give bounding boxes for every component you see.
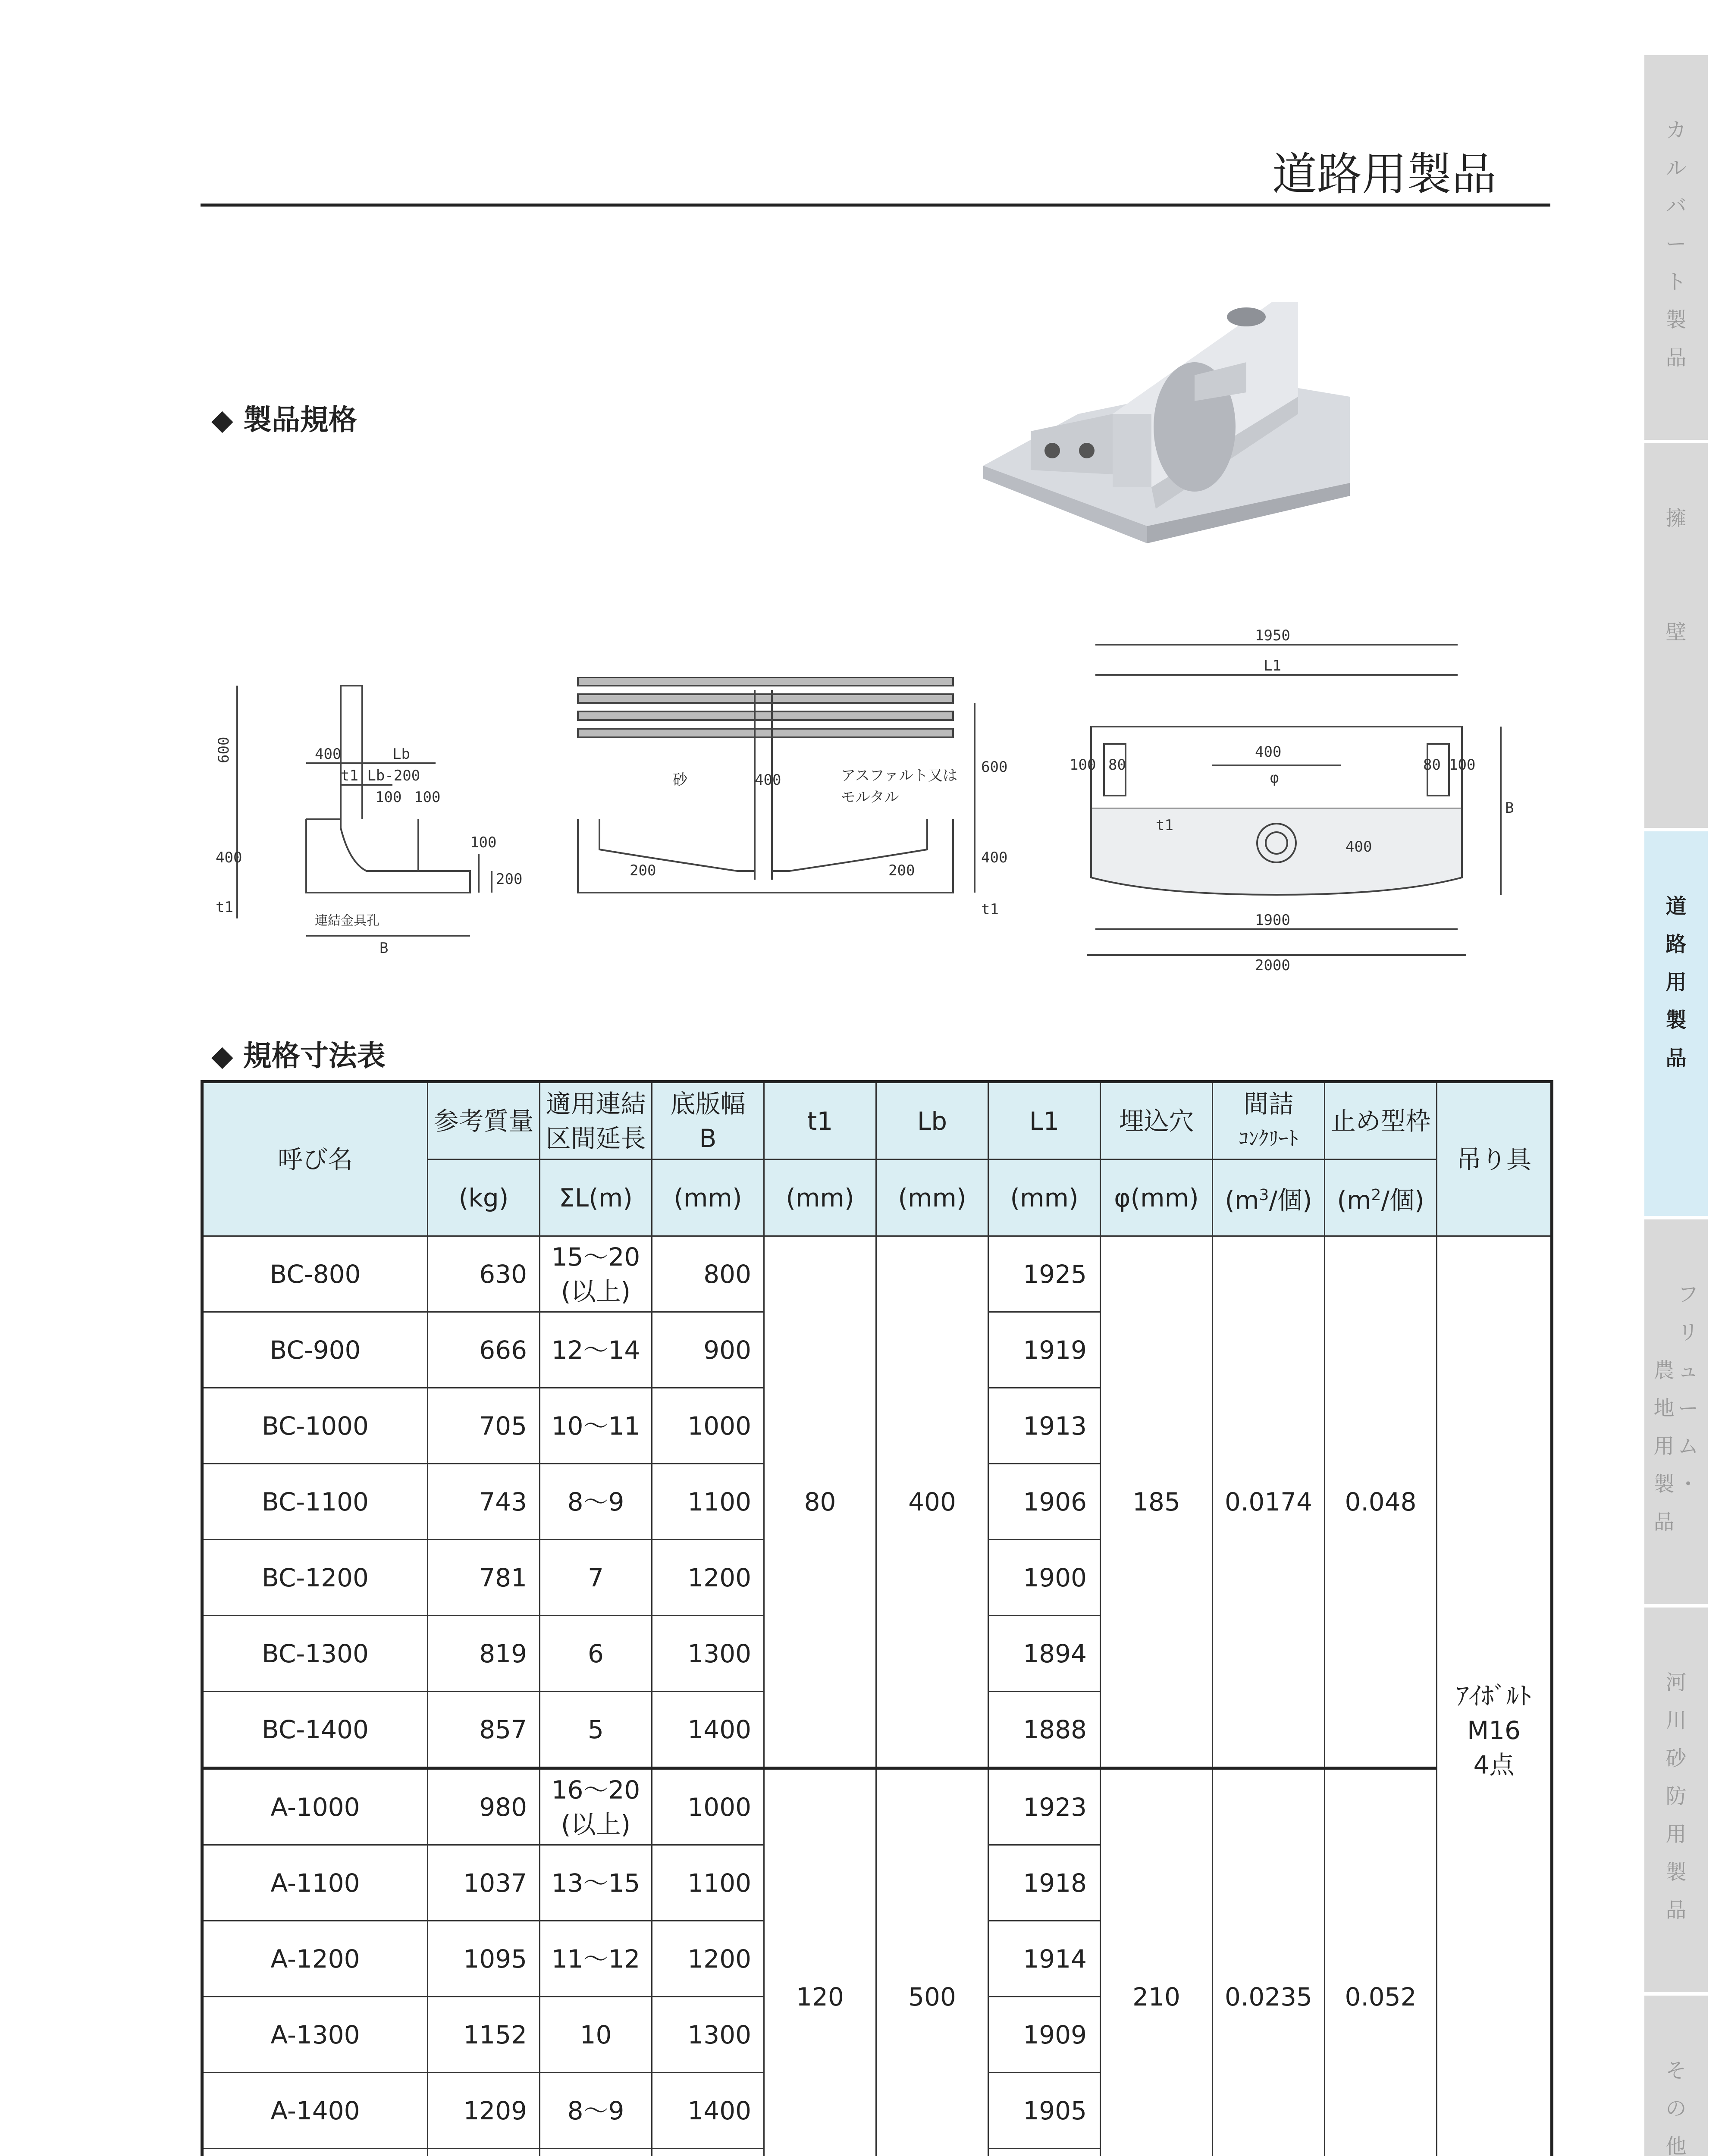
cell-b <box>652 2149 764 2156</box>
svg-text:200: 200 <box>630 862 656 879</box>
cell-b: 1100 <box>652 1464 764 1540</box>
side-view-drawing <box>211 677 548 970</box>
side-tab-3[interactable] <box>1644 1219 1708 1608</box>
cell-form: 0.048 <box>1325 1236 1437 1768</box>
cell-span <box>540 2149 652 2156</box>
side-tab-char: 他 <box>1665 2134 1687 2156</box>
cell-b: 1000 <box>652 1388 764 1464</box>
cell-name: A-1200 <box>202 1921 428 1997</box>
side-tab-char: 製 <box>1665 1008 1687 1032</box>
cell-span: 11～12 <box>540 1921 652 1997</box>
cell-hole: 185 <box>1101 1236 1213 1768</box>
side-tab-4[interactable] <box>1644 1608 1708 1996</box>
cell-mass: 743 <box>428 1464 540 1540</box>
side-tab-char: 防 <box>1665 1784 1687 1808</box>
header-mass: 参考質量 <box>428 1082 540 1159</box>
product-photo <box>970 285 1358 561</box>
cell-mass: 980 <box>428 1768 540 1845</box>
side-tab-char <box>1673 575 1679 613</box>
svg-text:t1: t1 <box>981 901 999 918</box>
cell-b: 1300 <box>652 1616 764 1692</box>
side-tab-char: 道 <box>1665 894 1687 918</box>
cell-name: A-1400 <box>202 2073 428 2149</box>
table-heading: ◆ 規格寸法表 <box>211 1039 386 1072</box>
title-rule <box>201 204 1550 207</box>
cell-t1: 120 <box>764 1768 876 2156</box>
cell-name: BC-1400 <box>202 1692 428 1768</box>
svg-text:連結金具孔: 連結金具孔 <box>315 913 380 928</box>
side-tab-char: ム <box>1678 1434 1699 1458</box>
page-title: 道路用製品 <box>1272 148 1496 201</box>
side-tab-char: 擁 <box>1665 506 1687 530</box>
cell-name: BC-900 <box>202 1312 428 1388</box>
cell-l1: 1909 <box>988 1997 1101 2073</box>
spec-heading: ◆ 製品規格 <box>211 403 357 436</box>
side-tab-char: の <box>1665 2096 1687 2121</box>
cell-span: 6 <box>540 1616 652 1692</box>
side-tab-char: バ <box>1665 194 1687 218</box>
cell-hanger: ｱｲﾎﾞﾙﾄ M16 4点 <box>1437 1236 1552 2156</box>
cell-name: BC-1000 <box>202 1388 428 1464</box>
cell-mass: 666 <box>428 1312 540 1388</box>
table-row <box>202 1768 1552 1845</box>
svg-text:100: 100 <box>470 834 497 851</box>
unit-mass: (kg) <box>428 1159 540 1236</box>
svg-text:L1: L1 <box>1264 657 1281 674</box>
cell-l1: 1900 <box>988 1540 1101 1616</box>
cell-lb: 500 <box>876 1768 988 2156</box>
cell-l1: 1894 <box>988 1616 1101 1692</box>
svg-text:100: 100 <box>375 789 402 806</box>
svg-text:400: 400 <box>981 849 1008 866</box>
cell-l1: 1923 <box>988 1768 1101 1845</box>
side-index-tabs <box>1644 55 1708 2156</box>
side-tab-char: 用 <box>1665 1822 1687 1846</box>
header-lb: Lb <box>876 1082 988 1159</box>
cell-span: 8～9 <box>540 2073 652 2149</box>
side-tab-char: 用 <box>1653 1434 1675 1458</box>
cell-mass: 1152 <box>428 1997 540 2073</box>
cell-b: 1200 <box>652 1540 764 1616</box>
cell-name: BC-1200 <box>202 1540 428 1616</box>
header-b: 底版幅 B <box>652 1082 764 1159</box>
unit-b: (mm) <box>652 1159 764 1236</box>
side-tab-char: ー <box>1665 232 1687 256</box>
cell-l1: 1913 <box>988 1388 1101 1464</box>
svg-text:t1 Lb-200: t1 Lb-200 <box>341 767 420 784</box>
cell-span: 5 <box>540 1692 652 1768</box>
cell-l1: 1919 <box>988 1312 1101 1388</box>
side-tab-char: 川 <box>1665 1708 1687 1733</box>
svg-text:1900: 1900 <box>1255 912 1290 929</box>
side-tab-char: リ <box>1678 1320 1699 1344</box>
svg-text:t1: t1 <box>216 899 233 916</box>
side-tab-char: 砂 <box>1665 1746 1687 1771</box>
cell-span: 7 <box>540 1540 652 1616</box>
side-tab-char: 用 <box>1665 970 1687 994</box>
side-tab-char: フ <box>1678 1282 1699 1307</box>
cell-b: 900 <box>652 1312 764 1388</box>
cell-b: 1400 <box>652 2073 764 2149</box>
cell-b: 1200 <box>652 1921 764 1997</box>
cell-t1: 80 <box>764 1236 876 1768</box>
cell-span: 10～11 <box>540 1388 652 1464</box>
svg-text:200: 200 <box>496 871 523 888</box>
cell-b: 1400 <box>652 1692 764 1768</box>
side-tab-char: 製 <box>1653 1472 1675 1496</box>
svg-text:200: 200 <box>888 862 915 879</box>
side-tab-char: ト <box>1665 270 1687 294</box>
cell-mass: 705 <box>428 1388 540 1464</box>
side-tab-char: 品 <box>1665 1898 1687 1922</box>
cell-hole: 210 <box>1101 1768 1213 2156</box>
cell-mass: 1095 <box>428 1921 540 1997</box>
cell-mass: 1037 <box>428 1845 540 1921</box>
header-t1: t1 <box>764 1082 876 1159</box>
svg-text:100: 100 <box>1449 756 1476 774</box>
side-tab-char: 壁 <box>1665 620 1687 644</box>
side-tab-5[interactable] <box>1644 1996 1708 2156</box>
svg-text:600: 600 <box>215 736 232 763</box>
header-hanger: 吊り具 <box>1437 1082 1552 1236</box>
svg-text:Lb: Lb <box>392 746 410 763</box>
cell-span: 16～20 (以上) <box>540 1768 652 1845</box>
cell-b: 1300 <box>652 1997 764 2073</box>
cell-name: A-1300 <box>202 1997 428 2073</box>
svg-text:アスファルト又は: アスファルト又は <box>841 767 957 784</box>
side-tab-char: 品 <box>1665 1046 1687 1070</box>
svg-text:B: B <box>380 940 389 957</box>
svg-text:100: 100 <box>414 789 441 806</box>
cell-l1 <box>988 2149 1101 2156</box>
side-tab-0[interactable] <box>1644 55 1708 443</box>
side-tab-char: 河 <box>1665 1670 1687 1695</box>
header-hole: 埋込穴 <box>1101 1082 1213 1159</box>
header-span: 適用連結 区間延長 <box>540 1082 652 1159</box>
unit-form: ($m^2/$個) <box>1325 1159 1437 1236</box>
side-tab-char: 製 <box>1665 1860 1687 1884</box>
cell-mass: 781 <box>428 1540 540 1616</box>
header-name: 呼び名 <box>202 1082 428 1236</box>
svg-text:モルタル: モルタル <box>841 789 899 806</box>
svg-text:2000: 2000 <box>1255 957 1290 974</box>
svg-text:100: 100 <box>1070 756 1096 774</box>
svg-text:400: 400 <box>1255 743 1282 761</box>
cell-b: 800 <box>652 1236 764 1312</box>
side-tab-char: 地 <box>1653 1396 1675 1420</box>
cell-span: 12～14 <box>540 1312 652 1388</box>
cell-span: 15～20 (以上) <box>540 1236 652 1312</box>
cell-name <box>202 2149 428 2156</box>
cell-mass: 857 <box>428 1692 540 1768</box>
table-header-row <box>202 1082 1552 1159</box>
cell-l1: 1888 <box>988 1692 1101 1768</box>
side-tab-2[interactable] <box>1644 831 1708 1219</box>
side-tab-char: 品 <box>1665 346 1687 370</box>
unit-hole: φ(mm) <box>1101 1159 1213 1236</box>
svg-text:400: 400 <box>1346 838 1372 856</box>
cell-name: BC-1100 <box>202 1464 428 1540</box>
cell-span: 13～15 <box>540 1845 652 1921</box>
svg-text:600: 600 <box>981 758 1008 776</box>
cell-l1: 1918 <box>988 1845 1101 1921</box>
svg-text:φ: φ <box>1270 769 1279 787</box>
svg-text:80: 80 <box>1108 756 1126 774</box>
cell-l1: 1914 <box>988 1921 1101 1997</box>
svg-text:400: 400 <box>216 849 242 866</box>
table-row <box>202 1236 1552 1312</box>
side-tab-char <box>1661 1313 1667 1351</box>
side-tab-char: ー <box>1678 1396 1699 1420</box>
spec-table <box>201 1080 1553 2156</box>
side-tab-1[interactable] <box>1644 443 1708 831</box>
side-tab-char: 路 <box>1665 932 1687 956</box>
side-tab-char: ル <box>1665 156 1687 180</box>
svg-text:1950: 1950 <box>1255 627 1290 644</box>
cell-concrete: 0.0235 <box>1213 1768 1325 2156</box>
cross-section-drawing <box>574 677 1026 970</box>
cell-name: A-1100 <box>202 1845 428 1921</box>
side-tab-char: 農 <box>1653 1358 1675 1382</box>
dim-400: 400 <box>315 746 342 763</box>
cell-b: 1000 <box>652 1768 764 1845</box>
svg-text:400: 400 <box>755 771 781 789</box>
svg-text:砂: 砂 <box>673 771 687 789</box>
cell-mass <box>428 2149 540 2156</box>
svg-text:80: 80 <box>1423 756 1441 774</box>
side-tab-char: ュ <box>1678 1358 1699 1382</box>
side-tab-char <box>1661 1275 1667 1313</box>
cell-mass: 630 <box>428 1236 540 1312</box>
unit-lb: (mm) <box>876 1159 988 1236</box>
cell-l1: 1905 <box>988 2073 1101 2149</box>
cell-l1: 1925 <box>988 1236 1101 1312</box>
cell-span: 8～9 <box>540 1464 652 1540</box>
cell-name: BC-800 <box>202 1236 428 1312</box>
cell-mass: 1209 <box>428 2073 540 2149</box>
cell-lb: 400 <box>876 1236 988 1768</box>
cell-name: A-1000 <box>202 1768 428 1845</box>
side-tab-char: カ <box>1665 118 1687 142</box>
side-tab-char: そ <box>1665 2059 1687 2083</box>
header-concrete: 間詰 ｺﾝｸﾘｰﾄ <box>1213 1082 1325 1159</box>
unit-span: ΣL(m) <box>540 1159 652 1236</box>
side-tab-char: 品 <box>1653 1510 1675 1534</box>
side-tab-char: 製 <box>1665 308 1687 332</box>
svg-text:t1: t1 <box>1156 817 1173 834</box>
side-tab-char: ・ <box>1678 1472 1699 1496</box>
side-tab-char <box>1673 537 1679 575</box>
cell-span: 10 <box>540 1997 652 2073</box>
cell-l1: 1906 <box>988 1464 1101 1540</box>
svg-text:B: B <box>1505 799 1514 817</box>
header-form: 止め型枠 <box>1325 1082 1437 1159</box>
plan-view-drawing <box>1070 627 1527 977</box>
cell-form: 0.052 <box>1325 1768 1437 2156</box>
unit-concrete: ($m^3/$個) <box>1213 1159 1325 1236</box>
unit-t1: (mm) <box>764 1159 876 1236</box>
cell-name: BC-1300 <box>202 1616 428 1692</box>
cell-concrete: 0.0174 <box>1213 1236 1325 1768</box>
unit-l1: (mm) <box>988 1159 1101 1236</box>
header-l1: L1 <box>988 1082 1101 1159</box>
cell-mass: 819 <box>428 1616 540 1692</box>
cell-b: 1100 <box>652 1845 764 1921</box>
